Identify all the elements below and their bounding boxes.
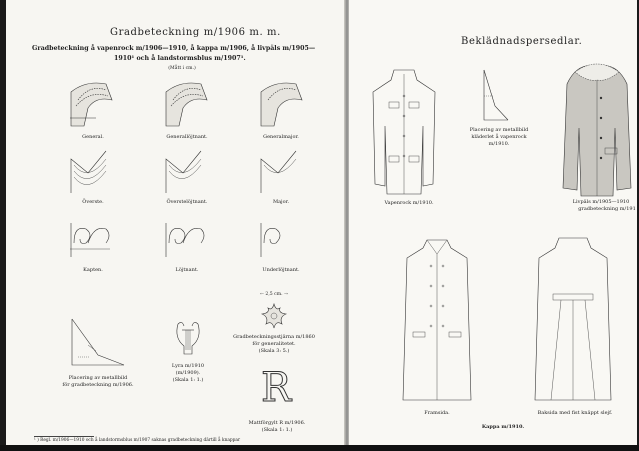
lyre-caption-line-1: Lyra m/1910 bbox=[171, 363, 205, 369]
monogram-r: R bbox=[261, 365, 292, 411]
lyre-caption-line-3: (Skala 1: 1.) bbox=[172, 377, 204, 383]
lyre-caption-line-2: (m/1909). bbox=[175, 370, 201, 376]
monogram-caption-line-1: Mattförgylt R m/1906. bbox=[248, 420, 306, 426]
footnote: ¹ ) Regl. m/1906—1910 och å landstormsblus m/1907 saknas gradbeteckning därtill å knappar bbox=[34, 438, 241, 443]
rank-label-generalmajor: Generalmajor. bbox=[263, 134, 299, 140]
collar-insignia-generalmajor bbox=[256, 78, 306, 128]
tunic-placement-caption-line-1: Placering av metallbild bbox=[469, 127, 529, 133]
collar-insignia-lojtnant bbox=[161, 215, 211, 260]
scan-bottom-border bbox=[0, 445, 639, 451]
lyre-icon bbox=[172, 318, 204, 358]
subtitle-line-2: 1910¹ och å landstormsblus m/1907¹. bbox=[114, 55, 246, 62]
collar-insignia-general bbox=[66, 78, 116, 128]
star-caption-line-2: för generalitetet. bbox=[252, 341, 296, 347]
collar-insignia-major bbox=[256, 145, 306, 195]
fur-coat-caption-line-2: gradbeteckning m/191 bbox=[578, 206, 636, 212]
coat-back-figure bbox=[531, 234, 615, 408]
right-page bbox=[349, 0, 637, 445]
footnote-rule bbox=[34, 436, 94, 437]
collar-insignia-overste bbox=[66, 145, 116, 195]
star-measure: ← 2,5 cm. → bbox=[260, 292, 288, 297]
placement-caption-line-2: för gradbeteckning m/1906. bbox=[62, 382, 134, 388]
coat-back-caption: Baksida med fist knäppt slejf. bbox=[537, 410, 613, 416]
right-page-title: Beklädnadspersedlar. bbox=[461, 36, 583, 47]
tunic-placement-caption-line-2: kläderlet å vapenrock bbox=[471, 134, 527, 140]
fur-coat-caption-line-1: Livpäls m/1905—1910 bbox=[572, 199, 630, 205]
collar-insignia-kapten bbox=[66, 215, 116, 260]
coat-front-figure bbox=[397, 236, 477, 408]
rank-label-generallojtnant: Generallöjtnant. bbox=[166, 134, 208, 140]
placement-caption-line-1: Placering av metallbild bbox=[68, 375, 128, 381]
rank-label-overste: Överste. bbox=[82, 199, 104, 205]
tunic-caption: Vapenrock m/1910. bbox=[384, 200, 434, 206]
rank-label-kapten: Kapten. bbox=[83, 267, 103, 273]
monogram-caption-line-2: (Skala 1: 1.) bbox=[261, 427, 293, 433]
fur-coat-figure bbox=[557, 58, 637, 198]
tunic-placement-diagram bbox=[481, 66, 511, 124]
collar-insignia-overstelojtnant bbox=[161, 145, 211, 195]
left-page bbox=[6, 0, 346, 445]
star-icon bbox=[260, 302, 288, 330]
rank-label-major: Major. bbox=[272, 199, 290, 205]
subtitle-line-1: Gradbeteckning å vapenrock m/1906—1910, å kappa m/1906, å livpäls m/1905— bbox=[32, 45, 316, 52]
collar-placement-diagram bbox=[68, 315, 128, 367]
rank-label-lojtnant: Löjtnant. bbox=[175, 267, 199, 273]
tunic-placement-caption-line-3: m/1910. bbox=[488, 141, 510, 147]
coat-front-caption: Framsida. bbox=[424, 410, 450, 416]
scale-note: (Mått i cm.) bbox=[168, 66, 196, 71]
coat-caption: Kappa m/1910. bbox=[481, 424, 525, 430]
rank-label-overstelojtnant: Överstelöjtnant. bbox=[166, 199, 208, 205]
rank-label-underlojtnant: Underlöjtnant. bbox=[262, 267, 300, 273]
collar-insignia-underlojtnant bbox=[256, 215, 306, 260]
tunic-figure bbox=[369, 66, 439, 198]
star-caption-line-1: Gradbeteckningsstjärna m/1860 bbox=[233, 334, 315, 340]
collar-insignia-generallojtnant bbox=[161, 78, 211, 128]
star-caption-line-3: (Skala 3: 5.) bbox=[258, 348, 290, 354]
left-page-title: Gradbeteckning m/1906 m. m. bbox=[110, 27, 281, 38]
rank-label-general: General. bbox=[82, 134, 104, 140]
